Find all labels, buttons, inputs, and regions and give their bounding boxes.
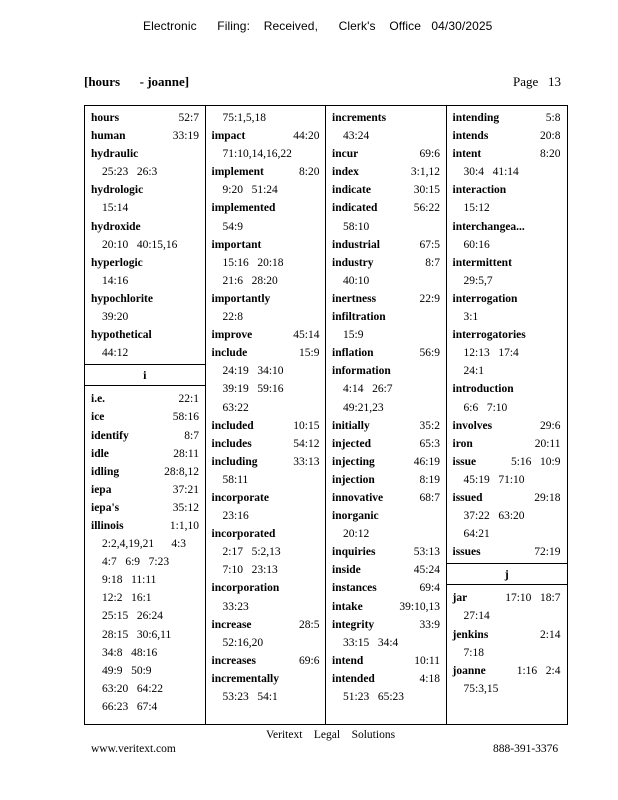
- index-references: 65:3: [419, 437, 440, 450]
- index-term: jar: [452, 592, 468, 605]
- index-term: idling: [91, 465, 120, 478]
- index-entry: [326, 417, 446, 435]
- index-term: intend: [332, 654, 364, 667]
- index-term: infiltration: [332, 311, 386, 324]
- index-references: 54:12: [293, 437, 320, 450]
- index-term: industrial: [332, 238, 380, 251]
- index-entry: [326, 435, 446, 453]
- index-term: instances: [332, 582, 377, 595]
- index-term: iron: [452, 437, 473, 450]
- index-column-3: [326, 106, 447, 724]
- index-entry: [326, 489, 446, 507]
- index-references: 45:24: [413, 564, 440, 577]
- index-term: human: [91, 130, 126, 143]
- index-entry: [326, 163, 446, 181]
- index-continuation: 43:24: [343, 130, 370, 143]
- index-continuation: 28:15 30:6,11: [102, 628, 172, 641]
- page-number: Page 13: [513, 74, 562, 89]
- index-references: 22:9: [419, 292, 440, 305]
- index-entry: [206, 344, 326, 362]
- index-entry: [326, 109, 446, 127]
- index-entry: [326, 308, 446, 326]
- index-entry: [447, 543, 568, 561]
- index-references: 69:6: [299, 654, 320, 667]
- index-term: interrogatories: [452, 329, 526, 342]
- index-entry: [85, 517, 205, 535]
- index-term: interaction: [452, 184, 507, 197]
- index-term: injection: [332, 473, 375, 486]
- index-entry: [447, 127, 568, 145]
- index-entry: [206, 435, 326, 453]
- index-continuation: 15:16 20:18: [222, 256, 284, 269]
- index-term: incorporation: [211, 582, 280, 595]
- index-term: jenkins: [452, 628, 489, 641]
- index-continuation: 9:18 11:11: [102, 574, 157, 587]
- index-continuation: 40:10: [343, 274, 370, 287]
- index-references: 8:20: [540, 148, 561, 161]
- index-term: hyperlogic: [91, 256, 143, 269]
- index-term: hydraulic: [91, 148, 139, 161]
- index-entry: [85, 109, 205, 127]
- index-entry: [85, 290, 205, 308]
- index-term: increments: [332, 112, 387, 124]
- index-term: impact: [211, 130, 246, 143]
- filing-stamp: Electronic Filing: Received, Clerk's Office 04/30/2025: [143, 19, 493, 33]
- index-references: 20:8: [540, 130, 561, 143]
- index-references: 53:13: [413, 546, 440, 559]
- index-entry: [326, 199, 446, 217]
- index-continuation: 64:21: [463, 528, 490, 541]
- index-term: iepa's: [91, 501, 120, 514]
- index-continuation: 27:14: [463, 610, 490, 623]
- index-entry: [447, 626, 568, 644]
- index-continuation: 75:1,5,18: [222, 112, 266, 124]
- index-entry: [85, 408, 205, 426]
- index-continuation: 9:20 51:24: [222, 184, 278, 197]
- index-term: important: [211, 238, 262, 251]
- index-entry: [326, 670, 446, 688]
- index-continuation: 49:21,23: [343, 401, 384, 414]
- index-term: inertness: [332, 292, 377, 305]
- index-entry: [206, 652, 326, 670]
- index-references: 33:9: [419, 618, 440, 631]
- index-term: intended: [332, 672, 375, 685]
- index-references: 39:10,13: [399, 600, 440, 613]
- index-entry: [447, 417, 568, 435]
- index-term: incrementally: [211, 672, 279, 685]
- index-references: 37:21: [172, 483, 199, 496]
- index-references: 29:6: [540, 419, 561, 432]
- index-term: including: [211, 455, 258, 468]
- index-continuation: 34:8 48:16: [102, 646, 158, 659]
- index-references: 28:11: [173, 447, 199, 460]
- index-continuation: 12:2 16:1: [102, 592, 152, 605]
- index-references: 35:2: [419, 419, 440, 432]
- index-references: 33:19: [172, 130, 199, 143]
- index-continuation: 53:23 54:1: [222, 691, 278, 703]
- index-term: hypochlorite: [91, 292, 153, 305]
- index-continuation: 60:16: [463, 238, 490, 251]
- index-entry: [85, 181, 205, 199]
- index-entry: [206, 290, 326, 308]
- index-continuation: 4:7 6:9 7:23: [102, 556, 170, 569]
- index-term: identify: [91, 429, 129, 442]
- index-continuation: 63:20 64:22: [102, 682, 164, 695]
- index-continuation: 39:19 59:16: [222, 383, 284, 396]
- index-references: 58:16: [172, 411, 199, 424]
- index-entry: [206, 489, 326, 507]
- index-references: 10:15: [293, 419, 320, 432]
- index-entry: [206, 453, 326, 471]
- index-references: 68:7: [419, 491, 440, 504]
- index-references: 1:1,10: [169, 519, 199, 532]
- index-term: importantly: [211, 292, 271, 305]
- index-term: issued: [452, 491, 483, 504]
- index-continuation: 54:9: [222, 220, 243, 233]
- index-references: 67:5: [419, 238, 440, 251]
- index-references: 20:11: [534, 437, 561, 450]
- index-references: 30:15: [413, 184, 440, 197]
- index-continuation: 3:1: [463, 311, 479, 324]
- index-term: intends: [452, 130, 489, 143]
- index-continuation: 66:23 67:4: [102, 700, 158, 713]
- index-references: 17:10 18:7: [505, 592, 561, 605]
- index-term: improve: [211, 329, 253, 342]
- index-entry: [326, 561, 446, 579]
- index-continuation: 58:11: [222, 473, 249, 486]
- index-term: issues: [452, 546, 481, 559]
- index-column-1: [85, 106, 206, 724]
- index-entry: [447, 181, 568, 199]
- index-entry: [447, 489, 568, 507]
- index-term: innovative: [332, 491, 384, 504]
- index-references: 8:20: [299, 166, 320, 179]
- index-term: intake: [332, 600, 363, 613]
- index-entry: [326, 254, 446, 272]
- index-entry: [326, 652, 446, 670]
- index-entry: [206, 127, 326, 145]
- index-term: integrity: [332, 618, 375, 631]
- index-entry: [326, 344, 446, 362]
- index-entry: [85, 145, 205, 163]
- index-term: indicate: [332, 184, 371, 197]
- index-entry: [85, 481, 205, 499]
- index-continuation: 7:10 23:13: [222, 564, 278, 577]
- index-continuation: 71:10,14,16,22: [222, 148, 292, 161]
- index-continuation: 33:23: [222, 600, 249, 613]
- index-continuation: 51:23 65:23: [343, 691, 405, 703]
- index-entry: [447, 290, 568, 308]
- index-continuation: 24:19 34:10: [222, 365, 284, 378]
- index-continuation: 37:22 63:20: [463, 510, 525, 523]
- index-references: 52:7: [178, 112, 199, 124]
- index-entry: [326, 181, 446, 199]
- index-term: includes: [211, 437, 252, 450]
- index-entry: [85, 463, 205, 481]
- index-continuation: 30:4 41:14: [463, 166, 519, 179]
- index-continuation: 7:18: [463, 646, 484, 659]
- index-term: increases: [211, 654, 257, 667]
- index-references: 29:18: [534, 491, 561, 504]
- index-entry: [447, 435, 568, 453]
- index-entry: [326, 453, 446, 471]
- index-continuation: 15:9: [343, 329, 364, 342]
- index-continuation: 63:22: [222, 401, 249, 414]
- index-entry: [85, 218, 205, 236]
- index-continuation: 2:2,4,19,21 4:3: [102, 538, 187, 551]
- index-references: 69:4: [419, 582, 440, 595]
- index-entry: [447, 145, 568, 163]
- index-term: issue: [452, 455, 477, 468]
- index-term: inflation: [332, 347, 374, 360]
- index-term: incorporate: [211, 491, 269, 504]
- index-continuation: 29:5,7: [463, 274, 493, 287]
- index-references: 44:20: [293, 130, 320, 143]
- index-term: illinois: [91, 519, 124, 532]
- index-entry: [206, 326, 326, 344]
- index-references: 28:5: [299, 618, 320, 631]
- index-entry: [326, 579, 446, 597]
- index-continuation: 14:16: [102, 274, 129, 287]
- index-references: 5:16 10:9: [510, 455, 561, 468]
- index-entry: [85, 127, 205, 145]
- index-references: 8:7: [184, 429, 199, 442]
- index-continuation: 75:3,15: [463, 682, 499, 695]
- index-continuation: 20:10 40:15,16: [102, 238, 178, 251]
- index-term: involves: [452, 419, 493, 432]
- index-term: idle: [91, 447, 109, 460]
- index-continuation: 39:20: [102, 311, 129, 324]
- index-entry: [447, 326, 568, 344]
- index-continuation: 4:14 26:7: [343, 383, 393, 396]
- index-continuation: 22:8: [222, 311, 243, 324]
- index-references: 5:8: [545, 112, 561, 124]
- index-entry: [206, 417, 326, 435]
- index-continuation: 24:1: [463, 365, 484, 378]
- index-references: 45:14: [293, 329, 320, 342]
- index-entry: [85, 254, 205, 272]
- index-term: interrogation: [452, 292, 518, 305]
- index-term: inside: [332, 564, 361, 577]
- index-term: hydrologic: [91, 184, 144, 197]
- index-term: intent: [452, 148, 482, 161]
- index-references: 56:22: [413, 202, 440, 215]
- index-term: hours: [91, 112, 120, 124]
- index-continuation: 6:6 7:10: [463, 401, 508, 414]
- index-continuation: 15:14: [102, 202, 129, 215]
- index-entry: [206, 616, 326, 634]
- index-column-4: [447, 106, 568, 724]
- footer-website: www.veritext.com: [91, 743, 176, 755]
- index-term: injected: [332, 437, 371, 450]
- index-entry: [447, 218, 568, 236]
- index-entry: [85, 326, 205, 344]
- letter-section-header: j: [447, 563, 568, 585]
- index-term: i.e.: [91, 393, 106, 406]
- index-entry: [206, 525, 326, 543]
- index-continuation: 45:19 71:10: [463, 473, 525, 486]
- index-term: iepa: [91, 483, 112, 496]
- index-references: 56:9: [419, 347, 440, 360]
- index-continuation: 15:12: [463, 202, 490, 215]
- index-term: implemented: [211, 202, 276, 215]
- index-entry: [326, 598, 446, 616]
- index-term: index: [332, 166, 359, 179]
- index-entry: [206, 670, 326, 688]
- index-entry: [85, 445, 205, 463]
- index-term: incorporated: [211, 528, 276, 541]
- index-continuation: 44:12: [102, 347, 129, 360]
- word-index-table: [84, 105, 568, 725]
- index-term: hypothetical: [91, 329, 152, 342]
- index-references: 2:14: [540, 628, 561, 641]
- index-entry: [206, 199, 326, 217]
- index-continuation: 2:17 5:2,13: [222, 546, 281, 559]
- index-term: information: [332, 365, 391, 378]
- index-term: incur: [332, 148, 359, 161]
- index-references: 15:9: [299, 347, 320, 360]
- index-term: intermittent: [452, 256, 512, 269]
- index-term: indicated: [332, 202, 378, 215]
- index-entry: [447, 109, 568, 127]
- index-references: 28:8,12: [164, 465, 199, 478]
- index-entry: [206, 579, 326, 597]
- index-entry: [326, 290, 446, 308]
- index-references: 35:12: [172, 501, 199, 514]
- index-term: hydroxide: [91, 220, 141, 233]
- index-term: industry: [332, 256, 374, 269]
- index-entry: [447, 254, 568, 272]
- index-references: 1:16 2:4: [516, 664, 561, 677]
- index-entry: [447, 380, 568, 398]
- index-term: include: [211, 347, 248, 360]
- index-entry: [326, 507, 446, 525]
- letter-section-header: i: [85, 364, 205, 386]
- index-term: interchangea...: [452, 220, 525, 233]
- index-continuation: 33:15 34:4: [343, 636, 399, 649]
- index-references: 8:7: [425, 256, 440, 269]
- index-continuation: 23:16: [222, 510, 249, 523]
- index-entry: [326, 471, 446, 489]
- index-entry: [85, 427, 205, 445]
- index-term: intending: [452, 112, 500, 124]
- index-entry: [85, 390, 205, 408]
- index-term: joanne: [452, 664, 486, 677]
- index-references: 4:18: [419, 672, 440, 685]
- index-entry: [206, 163, 326, 181]
- index-entry: [326, 145, 446, 163]
- index-term: ice: [91, 411, 105, 424]
- index-references: 10:11: [414, 654, 440, 667]
- index-continuation: 20:12: [343, 528, 370, 541]
- index-entry: [326, 543, 446, 561]
- index-term: implement: [211, 166, 264, 179]
- index-entry: [447, 662, 568, 680]
- index-references: 46:19: [413, 455, 440, 468]
- index-range-header: [hours - joanne]: [84, 74, 190, 89]
- index-continuation: 12:13 17:4: [463, 347, 519, 360]
- index-term: injecting: [332, 455, 375, 468]
- index-references: 72:19: [534, 546, 561, 559]
- index-entry: [326, 616, 446, 634]
- index-continuation: 52:16,20: [222, 636, 264, 649]
- index-entry: [206, 236, 326, 254]
- index-term: increase: [211, 618, 252, 631]
- index-entry: [447, 453, 568, 471]
- index-term: inquiries: [332, 546, 376, 559]
- index-term: included: [211, 419, 254, 432]
- index-entry: [326, 362, 446, 380]
- index-term: inorganic: [332, 510, 379, 523]
- footer-phone: 888-391-3376: [493, 743, 559, 755]
- index-references: 33:13: [293, 455, 320, 468]
- index-column-2: [206, 106, 327, 724]
- index-entry: [326, 236, 446, 254]
- index-references: 3:1,12: [410, 166, 440, 179]
- index-term: introduction: [452, 383, 514, 396]
- index-continuation: 21:6 28:20: [222, 274, 278, 287]
- index-entry: [447, 589, 568, 607]
- index-entry: [85, 499, 205, 517]
- index-continuation: 58:10: [343, 220, 370, 233]
- index-continuation: 25:15 26:24: [102, 610, 164, 623]
- index-term: initially: [332, 419, 370, 432]
- footer-company: Veritext Legal Solutions: [266, 729, 396, 741]
- index-references: 69:6: [419, 148, 440, 161]
- index-continuation: 25:23 26:3: [102, 166, 158, 179]
- index-references: 22:1: [178, 393, 199, 406]
- index-continuation: 49:9 50:9: [102, 664, 152, 677]
- index-references: 8:19: [419, 473, 440, 486]
